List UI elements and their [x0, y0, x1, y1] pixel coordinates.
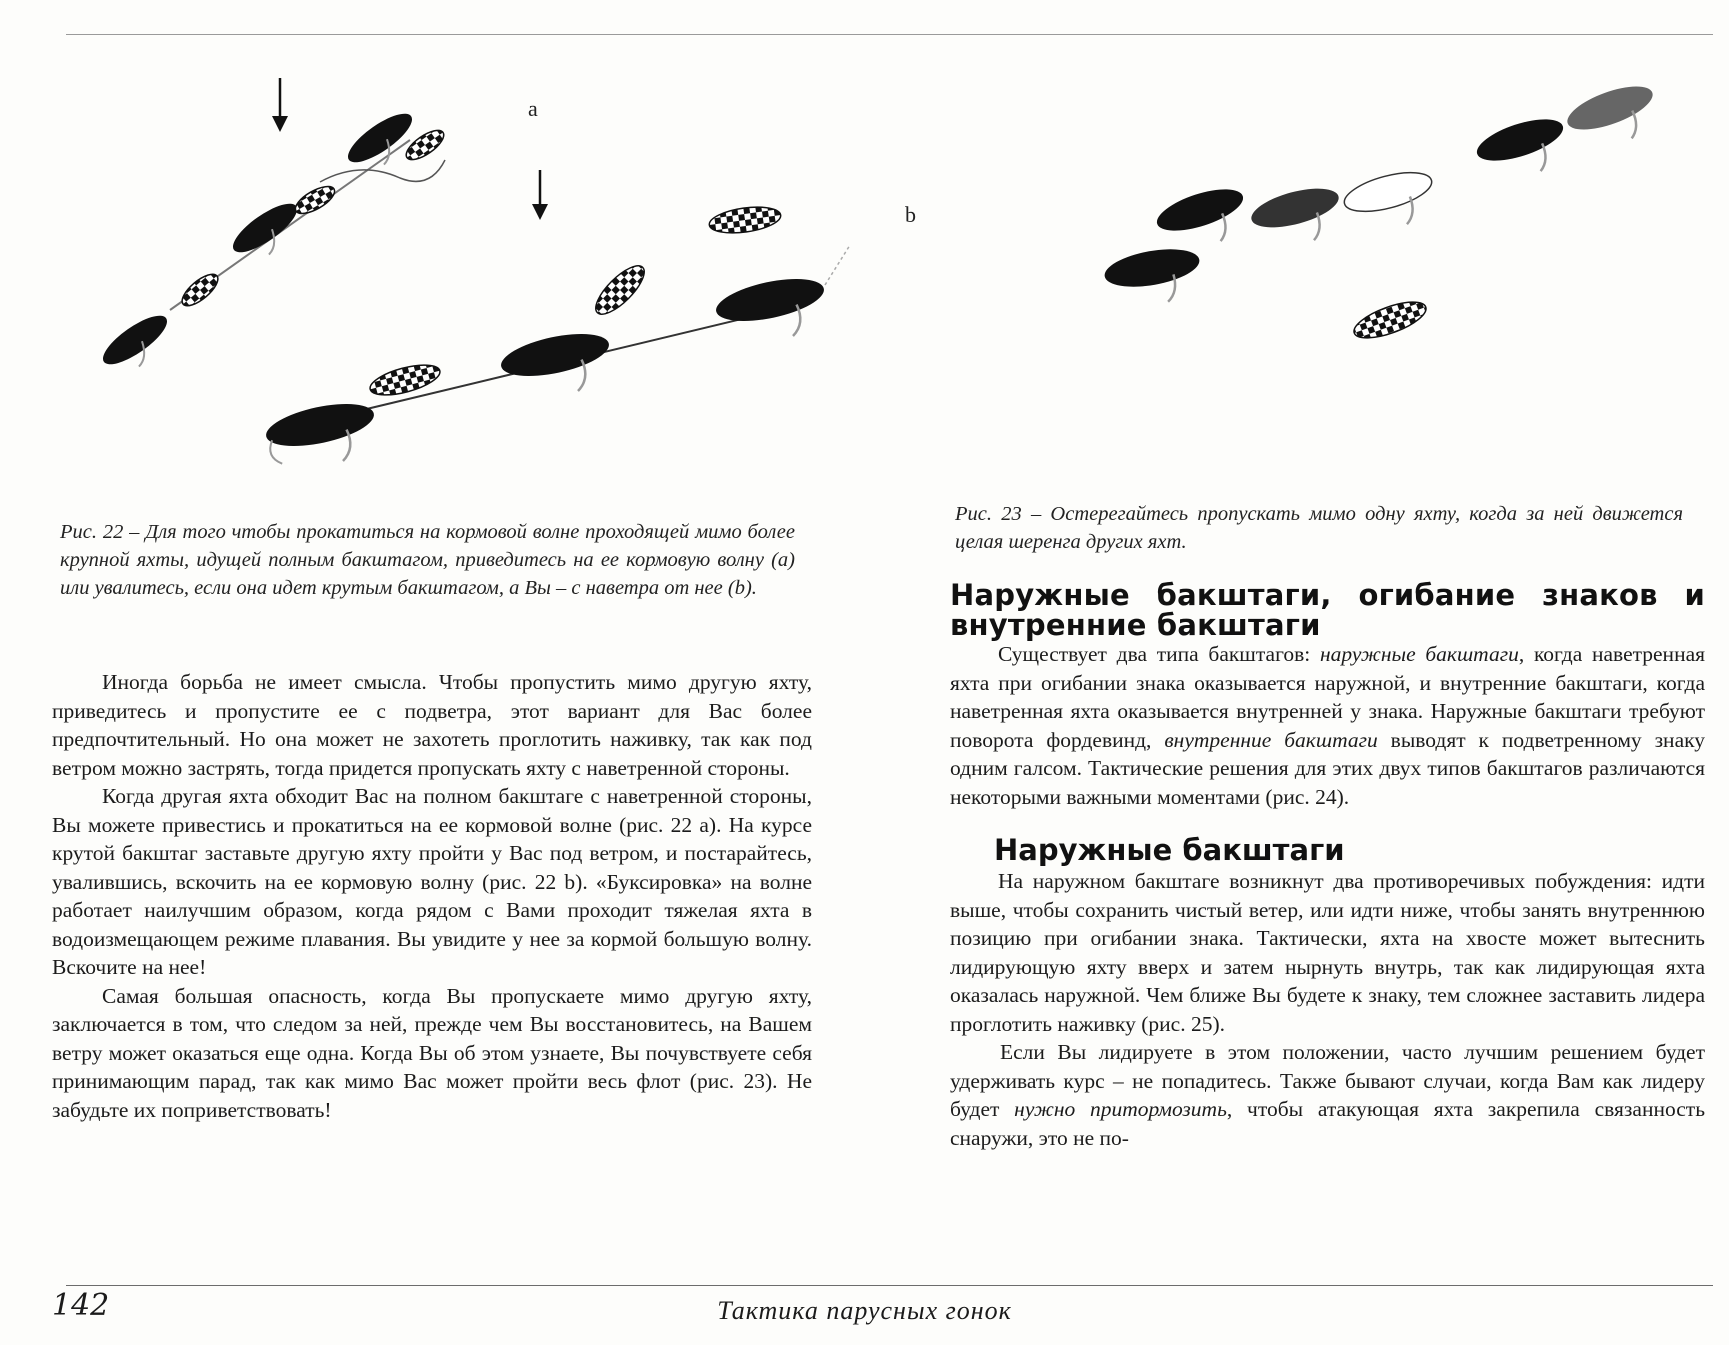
- sailboat-icon: [589, 259, 651, 321]
- wind-arrow-icon: [272, 78, 288, 132]
- sailboat-icon: [712, 271, 832, 351]
- text-run: , чтобы атакующая яхта закрепила связанность снаружи, это не по-: [950, 1097, 1705, 1150]
- text-run: Если Вы лидируете в этом положении, часто лучшим решением будет удерживать курс – не попадитесь. Также бывают случаи, когда Вам как лидеру будет: [950, 1040, 1705, 1121]
- emphasis-term: внутренние бакштаги: [1164, 727, 1378, 752]
- wind-arrow-icon: [532, 170, 548, 220]
- paragraph: Самая большая опасность, когда Вы пропускаете мимо другую яхту, заключается в том, что следом за ней, прежде чем Вы восстановитесь, на Вашем ветру может оказаться еще одна. Когда Вы об этом узнаете, Вы почувствуете себя принимающим парад, так как мимо Вас может пройти весь флот (рис. 23). Не забудьте их поприветствовать!: [52, 983, 812, 1122]
- page-number: 142: [52, 1288, 110, 1323]
- sailboat-icon: [1472, 111, 1574, 188]
- sailboat-icon: [341, 106, 424, 180]
- sailboat-icon: [1102, 243, 1206, 312]
- sailboat-icon: [262, 396, 382, 476]
- emphasis-term: нужно притормозить: [1014, 1097, 1227, 1121]
- sailboat-icon: [497, 326, 617, 406]
- emphasis-term: наружные бакштаги: [1319, 642, 1519, 666]
- left-text-column: [52, 668, 812, 1124]
- sailboat-icon: [1350, 295, 1430, 345]
- figure-23-illustration: [1090, 70, 1690, 390]
- sailboat-icon: [1340, 165, 1440, 239]
- text-run: , когда наветренная яхта при огибании знака оказывается наружной, и внутренние бакштаги, когда наветренная яхта оказывается внутренней у знака. Наружные бакштаги требуют поворота фордевинд,: [950, 642, 1706, 752]
- paragraph: Когда другая яхта обходит Вас на полном бакштаге с наветренной стороны, Вы можете привестись и прокатиться на ее кормовой волне (рис. 22 а). На курсе крутой бакштаг заставьте другую яхту пройти у Вас под ветром, и постарайтесь, увалившись, вскочить на ее кормовую волну (рис. 22 b). «Буксировка» на волне работает наилучшим образом, когда рядом с Вами проходит тяжелая яхта в водоизмещающем режиме плавания. Вы увидите у нее за кормой большую волну. Вскочите на нее!: [52, 784, 812, 979]
- right-text-column: [950, 578, 1706, 1152]
- sailboat-icon: [1562, 78, 1664, 158]
- figure-23-caption: Рис. 23 – Остерегайтесь пропускать мимо одну яхту, когда за ней движется целая шеренга других яхт.: [955, 503, 1683, 553]
- sailboat-icon: [100, 308, 180, 382]
- bottom-rule: [66, 1285, 1713, 1286]
- paragraph: [950, 640, 1705, 811]
- sailboat-icon: [402, 125, 448, 165]
- sub-heading: Наружные бакштаги: [994, 833, 1345, 867]
- sailboat-icon: [291, 181, 338, 219]
- paragraph: [950, 1038, 1705, 1152]
- sailboat-icon: [708, 203, 783, 237]
- figure-22-caption: Рис. 22 – Для того чтобы прокатиться на кормовой волне проходящей мимо более крупной яхты, идущей полным бакштагом, приведитесь на ее кормовую волну (а) или увалитесь, если она идет крутым бакштагом, а Вы – с наветра от нее (b).: [60, 521, 795, 599]
- paragraph: Иногда борьба не имеет смысла. Чтобы пропустить мимо другую яхту, приведитесь и пропустите ее с подветра, этот вариант для Вас более предпочтительный. Но она может не захотеть проглотить наживку, так как под ветром можно застрять, тогда придется пропускать яхту с наветренной стороны.: [52, 670, 812, 780]
- text-run: выводят к подветренному знаку одним галсом. Тактические решения для этих двух типов бакштагов различаются некоторыми важными моментами (рис. 24).: [950, 727, 1706, 809]
- figure-22-label-a: a: [528, 96, 538, 121]
- sailboat-icon: [1247, 181, 1347, 255]
- running-title: Тактика парусных гонок: [717, 1296, 1012, 1325]
- sailboat-icon: [367, 359, 443, 401]
- top-rule: [66, 34, 1713, 35]
- sailboat-icon: [1152, 181, 1254, 258]
- figure-22-label-b: b: [905, 202, 916, 227]
- text-run: Существует два типа бакштагов:: [998, 642, 1320, 666]
- sailboat-icon: [177, 269, 222, 311]
- paragraph: На наружном бакштаге возникнут два противоречивых побуждения: идти выше, чтобы сохранить чистый ветер, или идти ниже, чтобы занять внутреннюю позицию при огибании знака. Тактически, яхта на хвосте может вытеснить лидирующую яхту вверх и затем нырнуть внутрь, так как лидирующая яхта оказалась наружной. Чем ближе Вы будете к знаку, тем сложнее заставить лидера проглотить наживку (рис. 25).: [950, 869, 1705, 1036]
- figure-22-illustration: [100, 50, 960, 480]
- section-heading: Наружные бакштаги, огибание знаков и внутренние бакштаги: [950, 578, 1705, 642]
